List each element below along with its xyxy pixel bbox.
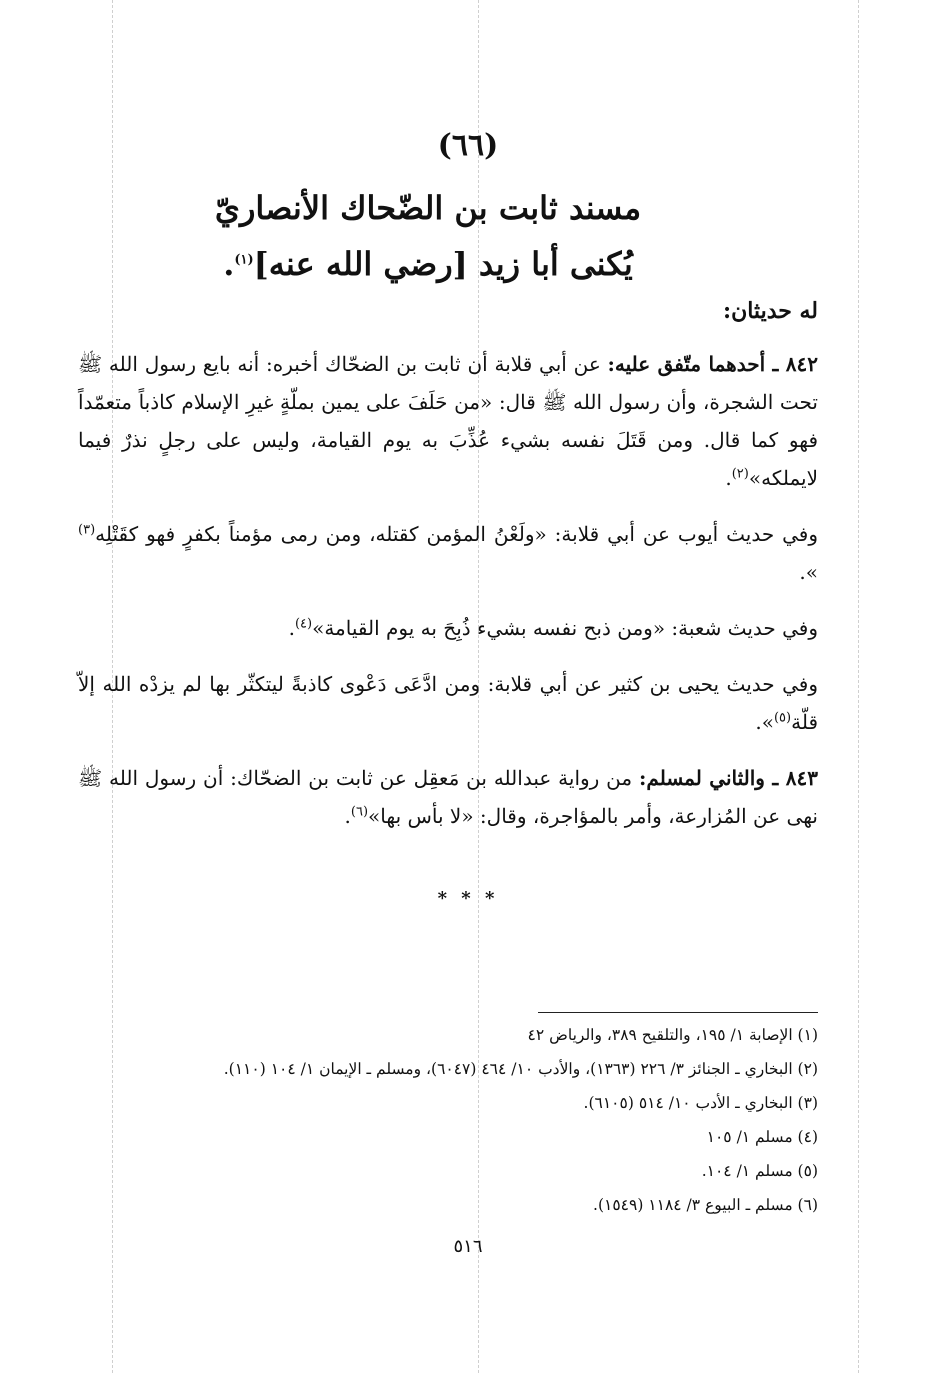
hadith-end: . — [344, 804, 351, 828]
hadith-text: وفي حديث أيوب عن أبي قلابة: «ولَعْنُ المؤمن كقتله، ومن رمى مؤمناً بكفرٍ فهو كقَتْلِه — [95, 522, 818, 546]
footnote-ref: (٦) — [350, 804, 369, 820]
scan-guide-line — [858, 0, 859, 1373]
title-line-2 — [200, 236, 656, 292]
hadith-text: من رواية عبدالله بن مَعقِل عن ثابت بن الضحّاك: أن رسول الله ﷺ نهى عن المُزارعة، وأمر بالمؤاجرة، وقال: «لا بأس بها» — [78, 766, 818, 828]
section-number: (٦٦) — [437, 128, 499, 163]
chapter-title — [200, 180, 656, 292]
footnote-ref: (٥) — [773, 710, 792, 726]
hadith-end: . — [725, 466, 732, 490]
footnote: (٦) مسلم ـ البيوع ٣/ ١١٨٤ (١٥٤٩). — [593, 1196, 818, 1214]
hadith-text: عن أبي قلابة أن ثابت بن الضحّاك أخبره: أنه بايع رسول الله ﷺ تحت الشجرة، وأن رسول الله ﷺ قال: «من حَلَفَ على يمين بملّةٍ غيرِ الإسلام كاذباً متعمّداً فهو كما قال. ومن قَتَلَ نفسه بشيء عُذِّبَ به يوم القيامة، وليس على رجلٍ نذرٌ فيما لايملكه» — [78, 352, 818, 490]
hadith-lead: ٨٤٢ ـ أحدهما متّفق عليه: — [607, 352, 818, 376]
page-number: ٥١٦ — [453, 1236, 483, 1257]
footnote-ref: (٣) — [78, 522, 96, 538]
hadith-lead: ٨٤٣ ـ والثاني لمسلم: — [639, 766, 819, 790]
footnote: (١) الإصابة ١/ ١٩٥، والتلقيح ٣٨٩، والرياض ٤٢ — [527, 1026, 818, 1044]
hadith-end: . — [288, 616, 295, 640]
title-line-1: مسند ثابت بن الضّحاك الأنصاريّ — [214, 189, 642, 227]
hadith-body — [78, 345, 818, 853]
footnote: (٥) مسلم ١/ ١٠٤. — [701, 1162, 818, 1180]
footnote-divider — [538, 1012, 818, 1013]
hadith-text: وفي حديث شعبة: «ومن ذبح نفسه بشيء ذُبِحَ به يوم القيامة» — [312, 616, 818, 640]
footnote-ref: (٢) — [731, 466, 749, 482]
hadith-end: ». — [755, 710, 774, 734]
title-line-2-text: يُكنى أبا زيد [رضي الله عنه] — [253, 245, 633, 283]
footnote-ref: (١) — [234, 252, 254, 268]
section-separator: * * * — [437, 888, 499, 909]
hadith-paragraph — [78, 515, 818, 591]
footnote: (٣) البخاري ـ الأدب ١٠/ ٥١٤ (٦١٠٥). — [583, 1094, 818, 1112]
intro-heading: له حديثان: — [722, 298, 818, 324]
hadith-paragraph — [78, 759, 818, 835]
footnote: (٤) مسلم ١/ ١٠٥ — [706, 1128, 818, 1146]
footnote: (٢) البخاري ـ الجنائز ٣/ ٢٢٦ (١٣٦٣)، والأدب ١٠/ ٤٦٤ (٦٠٤٧)، ومسلم ـ الإيمان ١/ ١٠٤ (١١٠). — [223, 1060, 818, 1078]
footnotes — [90, 1018, 818, 1222]
hadith-paragraph — [78, 665, 818, 741]
hadith-text: وفي حديث يحيى بن كثير عن أبي قلابة: ومن ادَّعَى دَعْوى كاذبةً ليتكثّر بها لم يزدْه الله إلاّ قلّة — [78, 672, 818, 734]
hadith-paragraph — [78, 345, 818, 497]
title-line-2-end: . — [223, 245, 235, 283]
hadith-end: ». — [799, 560, 818, 584]
footnote-ref: (٤) — [294, 616, 313, 632]
hadith-paragraph — [78, 609, 818, 647]
